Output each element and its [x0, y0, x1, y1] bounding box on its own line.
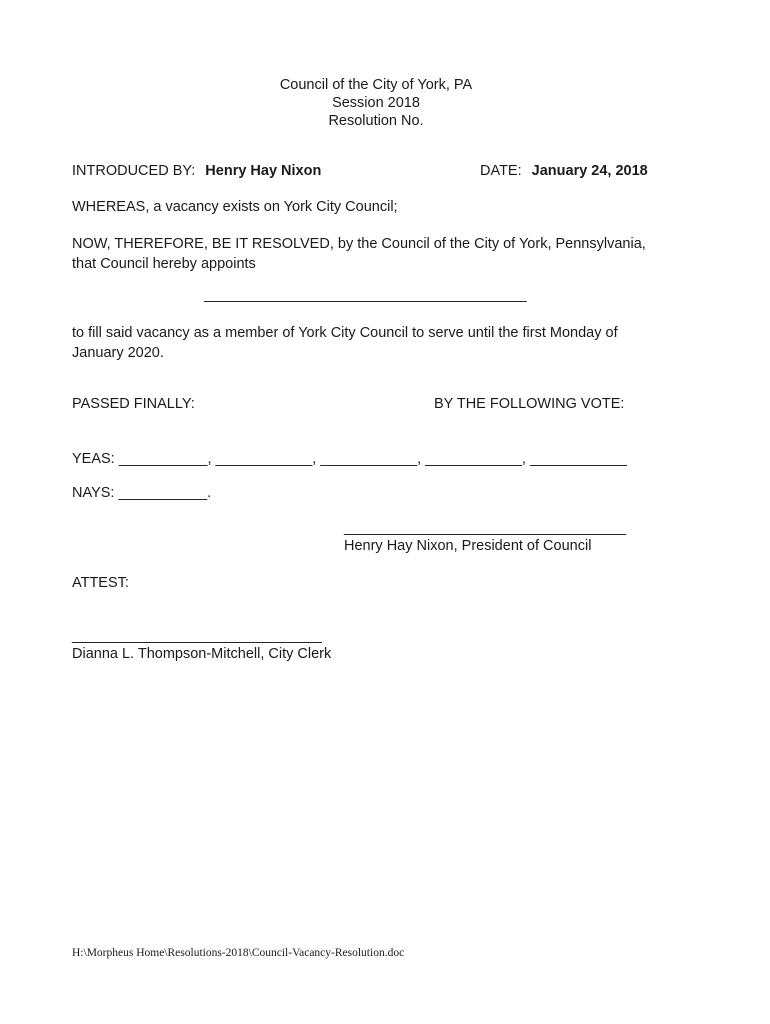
resolved-line-2: that Council hereby appoints — [72, 256, 256, 272]
whereas-clause: WHEREAS, a vacancy exists on York City Council; — [72, 199, 398, 215]
resolved-clause — [72, 234, 646, 274]
passed-finally-label: PASSED FINALLY: — [72, 396, 195, 412]
clerk-name: Dianna L. Thompson-Mitchell, City Clerk — [72, 646, 332, 662]
header-session: Session 2018 — [332, 95, 420, 111]
fill-vacancy-line-1: to fill said vacancy as a member of York City Council to serve until the first Monday of — [72, 325, 618, 341]
fill-vacancy-clause — [72, 323, 618, 363]
date-row — [480, 163, 648, 179]
clerk-signature-line: _______________________________ — [72, 628, 322, 644]
date-value: January 24, 2018 — [531, 163, 648, 179]
introduced-by-name: Henry Hay Nixon — [205, 163, 322, 179]
president-signature-line: ___________________________________ — [344, 520, 627, 536]
resolved-line-1: NOW, THEREFORE, BE IT RESOLVED, by the Council of the City of York, Pennsylvania, — [72, 236, 646, 252]
attest-label: ATTEST: — [72, 575, 129, 591]
footer-file-path: H:\Morpheus Home\Resolutions-2018\Council-Vacancy-Resolution.doc — [72, 947, 405, 959]
document-header — [0, 76, 752, 130]
header-resolution-number: Resolution No. — [328, 113, 424, 129]
appointee-blank-line: ________________________________________ — [204, 287, 527, 303]
date-label: DATE: — [480, 163, 522, 179]
header-council-name: Council of the City of York, PA — [279, 77, 473, 93]
introduced-by-row — [72, 163, 321, 179]
yeas-line: YEAS: ___________, ____________, ____________, ____________, ____________ — [72, 451, 627, 467]
nays-line: NAYS: ___________. — [72, 485, 212, 501]
president-name: Henry Hay Nixon, President of Council — [344, 538, 592, 554]
fill-vacancy-line-2: January 2020. — [72, 345, 164, 361]
introduced-by-label: INTRODUCED BY: — [72, 163, 196, 179]
following-vote-label: BY THE FOLLOWING VOTE: — [434, 396, 625, 412]
